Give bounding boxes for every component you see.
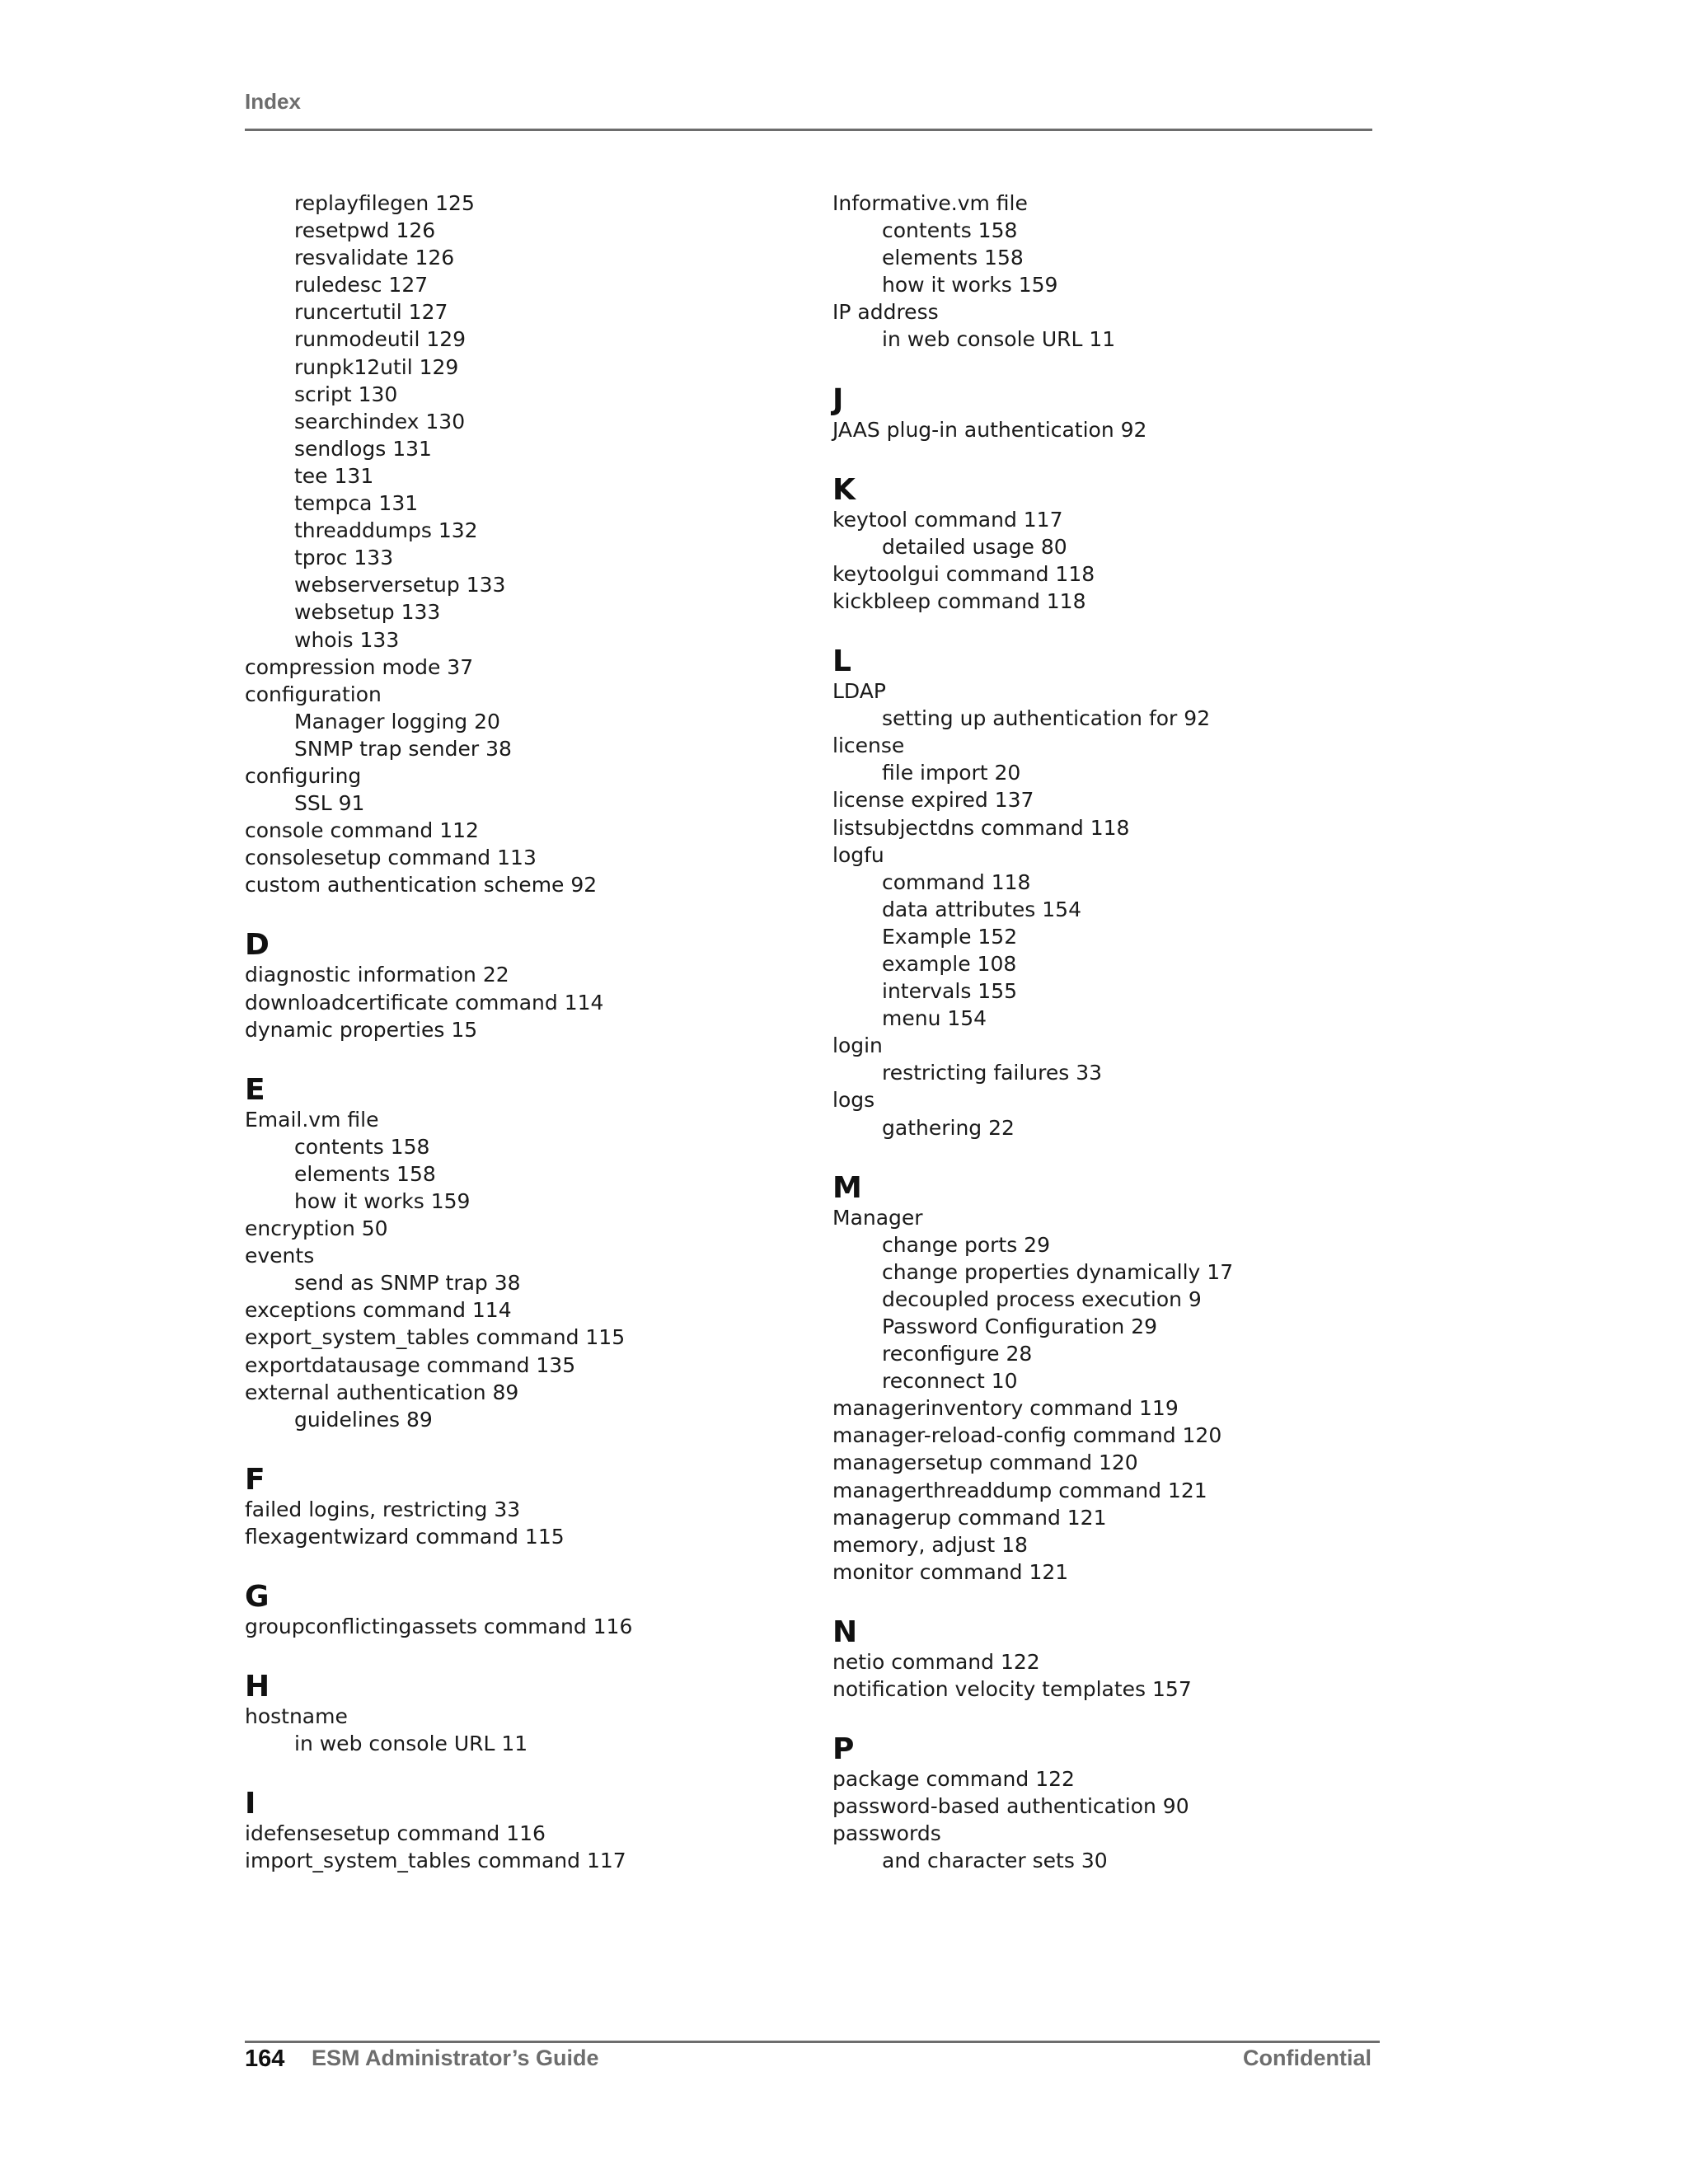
running-header-title: Index xyxy=(245,89,301,114)
index-subentry: contents 158 xyxy=(294,1134,430,1159)
page-number: 164 xyxy=(245,2046,285,2072)
index-entry: keytoolgui command 118 xyxy=(832,561,1095,586)
index-entry: package command 122 xyxy=(832,1767,1075,1792)
index-subentry: example 108 xyxy=(882,951,1017,976)
index-subentry: how it works 159 xyxy=(882,273,1058,298)
index-subentry: reconfigure 28 xyxy=(882,1342,1033,1366)
index-entry: JAAS plug-in authentication 92 xyxy=(832,417,1147,442)
index-subentry: command 118 xyxy=(882,869,1031,894)
index-entry: managerup command 121 xyxy=(832,1505,1107,1530)
confidential-label: Confidential xyxy=(1243,2046,1372,2070)
index-column-left xyxy=(245,190,789,1875)
index-entry: LDAP xyxy=(832,679,886,704)
index-letter-heading: K xyxy=(832,472,856,507)
index-entry: diagnostic information 22 xyxy=(245,963,509,987)
index-subentry: webserversetup 133 xyxy=(294,573,506,598)
index-entry: IP address xyxy=(832,300,939,325)
index-subentry: whois 133 xyxy=(294,627,400,652)
index-subentry: script 130 xyxy=(294,382,398,406)
index-entry: license expired 137 xyxy=(832,788,1034,813)
index-entry: passwords xyxy=(832,1821,941,1846)
index-entry: listsubjectdns command 118 xyxy=(832,815,1130,840)
index-entry: import_system_tables command 117 xyxy=(245,1849,626,1873)
index-entry: logs xyxy=(832,1088,875,1113)
index-subentry: elements 158 xyxy=(882,246,1024,270)
index-entry: dynamic properties 15 xyxy=(245,1017,478,1042)
index-subentry: restricting failures 33 xyxy=(882,1061,1103,1085)
index-entry: flexagentwizard command 115 xyxy=(245,1524,565,1549)
index-subentry: Example 152 xyxy=(882,924,1018,949)
index-subentry: in web console URL 11 xyxy=(882,327,1116,352)
index-entry: memory, adjust 18 xyxy=(832,1532,1028,1557)
index-subentry: in web console URL 11 xyxy=(294,1732,528,1756)
header-rule xyxy=(245,129,1372,131)
index-subentry: tproc 133 xyxy=(294,546,394,570)
index-entry: managerthreaddump command 121 xyxy=(832,1478,1207,1502)
index-letter-heading: J xyxy=(832,382,844,417)
index-subentry: intervals 155 xyxy=(882,979,1018,1004)
index-entry: events xyxy=(245,1244,315,1268)
index-letter-heading: N xyxy=(832,1615,858,1649)
index-letter-heading: I xyxy=(245,1787,256,1821)
index-entry: Email.vm file xyxy=(245,1107,379,1132)
index-subentry: threaddumps 132 xyxy=(294,518,478,543)
index-entry: exportdatausage command 135 xyxy=(245,1352,576,1377)
index-subentry: runcertutil 127 xyxy=(294,300,448,325)
index-entry: failed logins, restricting 33 xyxy=(245,1497,521,1521)
index-letter-heading: F xyxy=(245,1462,265,1497)
index-subentry: replayfilegen 125 xyxy=(294,191,475,215)
index-subentry: Password Configuration 29 xyxy=(882,1315,1158,1338)
index-entry: groupconflictingassets command 116 xyxy=(245,1615,633,1639)
footer-rule xyxy=(245,2041,1380,2043)
index-letter-heading: H xyxy=(245,1670,270,1704)
index-subentry: websetup 133 xyxy=(294,600,441,625)
index-letter-heading: M xyxy=(832,1170,862,1205)
index-subentry: send as SNMP trap 38 xyxy=(294,1271,521,1296)
index-subentry: searchindex 130 xyxy=(294,409,466,434)
index-entry: configuring xyxy=(245,763,362,788)
index-entry: configuration xyxy=(245,682,382,706)
index-entry: encryption 50 xyxy=(245,1216,388,1241)
index-entry: custom authentication scheme 92 xyxy=(245,873,598,898)
index-letter-heading: L xyxy=(832,644,851,679)
index-subentry: reconnect 10 xyxy=(882,1369,1018,1394)
index-entry: external authentication 89 xyxy=(245,1380,519,1404)
index-entry: console command 112 xyxy=(245,818,479,843)
index-letter-heading: P xyxy=(832,1732,855,1767)
index-entry: export_system_tables command 115 xyxy=(245,1325,626,1350)
index-entry: manager-reload-config command 120 xyxy=(832,1423,1222,1448)
index-letter-heading: D xyxy=(245,928,270,963)
index-subentry: ruledesc 127 xyxy=(294,273,429,298)
index-subentry: resvalidate 126 xyxy=(294,246,455,270)
index-entry: exceptions command 114 xyxy=(245,1298,512,1323)
index-subentry: tempca 131 xyxy=(294,491,419,516)
index-entry: password-based authentication 90 xyxy=(832,1794,1189,1819)
index-letter-heading: E xyxy=(245,1072,265,1107)
index-subentry: elements 158 xyxy=(294,1161,436,1186)
index-subentry: runmodeutil 129 xyxy=(294,327,467,352)
index-entry: Informative.vm file xyxy=(832,191,1028,215)
index-entry: login xyxy=(832,1033,883,1058)
index-column-right xyxy=(832,190,1376,1875)
index-subentry: setting up authentication for 92 xyxy=(882,706,1211,731)
index-subentry: change properties dynamically 17 xyxy=(882,1259,1234,1284)
index-entry: consolesetup command 113 xyxy=(245,846,537,870)
index-entry: keytool command 117 xyxy=(832,507,1063,532)
index-subentry: file import 20 xyxy=(882,761,1021,785)
index-entry: idefensesetup command 116 xyxy=(245,1821,546,1846)
index-subentry: runpk12util 129 xyxy=(294,354,459,379)
index-subentry: gathering 22 xyxy=(882,1115,1015,1140)
index-subentry: Manager logging 20 xyxy=(294,709,500,733)
index-entry: managersetup command 120 xyxy=(832,1451,1138,1475)
index-subentry: tee 131 xyxy=(294,463,374,488)
index-subentry: SNMP trap sender 38 xyxy=(294,736,512,761)
index-subentry: detailed usage 80 xyxy=(882,534,1067,559)
index-entry: downloadcertificate command 114 xyxy=(245,990,604,1015)
index-subentry: how it works 159 xyxy=(294,1189,471,1213)
index-subentry: data attributes 154 xyxy=(882,897,1081,921)
index-subentry: decoupled process execution 9 xyxy=(882,1286,1202,1311)
index-subentry: and character sets 30 xyxy=(882,1849,1108,1873)
index-entry: kickbleep command 118 xyxy=(832,588,1086,613)
guide-title: ESM Administrator’s Guide xyxy=(312,2046,599,2070)
index-entry: Manager xyxy=(832,1205,923,1230)
index-entry: managerinventory command 119 xyxy=(832,1396,1179,1421)
index-subentry: resetpwd 126 xyxy=(294,218,436,243)
index-entry: monitor command 121 xyxy=(832,1559,1069,1584)
index-entry: compression mode 37 xyxy=(245,654,474,679)
index-entry: netio command 122 xyxy=(832,1649,1040,1674)
index-entry: logfu xyxy=(832,842,884,867)
index-subentry: change ports 29 xyxy=(882,1232,1050,1257)
index-subentry: guidelines 89 xyxy=(294,1407,433,1432)
index-subentry: contents 158 xyxy=(882,218,1018,243)
index-entry: notification velocity templates 157 xyxy=(832,1677,1192,1702)
index-entry: license xyxy=(832,733,905,758)
index-subentry: menu 154 xyxy=(882,1006,987,1031)
index-subentry: sendlogs 131 xyxy=(294,436,432,461)
index-subentry: SSL 91 xyxy=(294,791,365,816)
index-entry: hostname xyxy=(245,1704,348,1729)
index-letter-heading: G xyxy=(245,1580,270,1615)
